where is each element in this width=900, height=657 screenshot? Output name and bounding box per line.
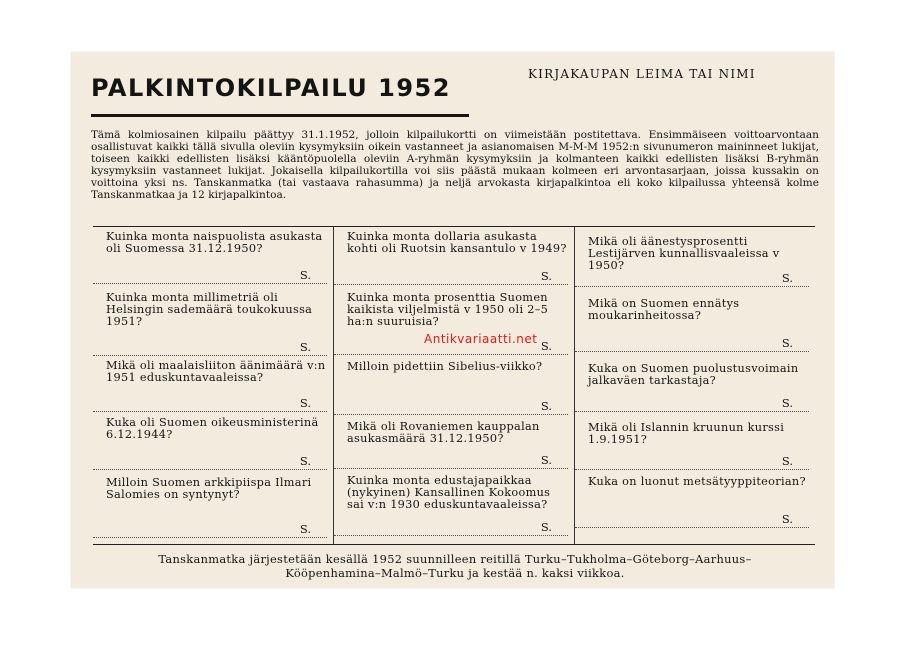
question-block bbox=[106, 292, 327, 329]
question-block bbox=[588, 298, 809, 322]
answer-suffix: S. bbox=[781, 271, 793, 285]
answer-suffix: S. bbox=[540, 269, 552, 283]
answer-suffix: S. bbox=[299, 454, 311, 468]
question-text: Kuinka monta dollaria asukasta kohti oli Ruotsin kansantulo v 1949? bbox=[347, 230, 567, 256]
question-block bbox=[106, 360, 327, 384]
intro-paragraph: Tämä kolmiosainen kilpailu päättyy 31.1.1952, jolloin kilpailukortti on viimeistään postitettava. Ensimmäiseen voittoarvontaan osallistuvat kaikki tällä sivulla oleviin kysymyksiin oikein vastanneet ja asianomaisen M-M-M 1952:n sivunumeron maininneet lukijat, toiseen kaikki edellisten lisäksi kääntöpuolella oleviin A-ryhmän kysymyksiin ja kolmanteen kaikki edellisten lisäksi B-ryhmän kysymyksiin vastanneet lukijat. Jokaisella kilpailukortilla voi siis päästä mukaan kolmeen eri arvontasarjaan, joissa kussakin on voittoina yksi ns. Tanskanmatka (tai vastaava rahasumma) ja neljä arvokasta kirjapalkintoa eli koko kilpailussa yhteensä kolme Tanskanmatkaa ja 12 kirjapalkintoa. bbox=[91, 129, 819, 201]
question-text: Kuinka monta millimetriä oli Helsingin sademäärä toukokuussa 1951? bbox=[106, 291, 313, 329]
answer-line[interactable] bbox=[575, 513, 809, 528]
answer-suffix: S. bbox=[540, 520, 552, 534]
answer-line[interactable] bbox=[575, 272, 809, 287]
answer-line[interactable] bbox=[575, 337, 809, 352]
question-block bbox=[106, 477, 327, 501]
answer-line[interactable] bbox=[575, 455, 809, 470]
question-block bbox=[347, 421, 568, 445]
answer-line[interactable] bbox=[334, 270, 568, 285]
question-block bbox=[588, 476, 809, 488]
question-text: Mikä on Suomen ennätys moukarinheitossa? bbox=[588, 297, 740, 323]
answer-line[interactable] bbox=[575, 397, 809, 412]
answer-line[interactable] bbox=[93, 341, 327, 356]
question-block bbox=[588, 422, 809, 446]
question-text: Kuinka monta prosenttia Suomen kaikista viljelmistä v 1950 oli 2–5 ha:n suuruisia? bbox=[347, 291, 549, 329]
question-text: Mikä oli maalaisliiton äänimäärä v:n 1951 eduskuntavaaleissa? bbox=[106, 359, 326, 385]
question-block bbox=[106, 417, 327, 441]
answer-line[interactable] bbox=[93, 269, 327, 284]
answer-suffix: S. bbox=[781, 454, 793, 468]
question-column-3 bbox=[574, 227, 815, 544]
question-column-2 bbox=[333, 227, 574, 544]
answer-line[interactable] bbox=[93, 523, 327, 538]
answer-suffix: S. bbox=[781, 396, 793, 410]
answer-line[interactable] bbox=[93, 397, 327, 412]
answer-suffix: S. bbox=[781, 336, 793, 350]
question-block bbox=[347, 361, 568, 373]
contest-card bbox=[71, 52, 834, 588]
question-text: Kuka on Suomen puolustusvoimain jalkaväen tarkastaja? bbox=[588, 362, 799, 388]
page-title: PALKINTOKILPAILU 1952 bbox=[91, 74, 451, 102]
question-block bbox=[347, 231, 568, 255]
watermark: Antikvariaatti.net bbox=[424, 332, 538, 346]
question-text: Kuka oli Suomen oikeusministerinä 6.12.1944? bbox=[106, 416, 319, 442]
stamp-label: KIRJAKAUPAN LEIMA TAI NIMI bbox=[528, 67, 756, 81]
question-text: Milloin pidettiin Sibelius-viikko? bbox=[347, 360, 543, 373]
question-text: Mikä oli Islannin kruunun kurssi 1.9.1951? bbox=[588, 421, 785, 447]
answer-suffix: S. bbox=[299, 340, 311, 354]
answer-suffix: S. bbox=[299, 268, 311, 282]
question-text: Mikä oli äänestysprosentti Lestijärven kunnallisvaaleissa v 1950? bbox=[588, 235, 780, 273]
question-text: Kuinka monta edustajapaikkaa (nykyinen) Kansallinen Kokoomus sai v:n 1930 eduskuntavaaleissa? bbox=[347, 474, 551, 512]
answer-suffix: S. bbox=[540, 399, 552, 413]
answer-line[interactable] bbox=[334, 400, 568, 415]
question-block bbox=[588, 236, 809, 273]
question-block bbox=[347, 292, 568, 329]
question-block bbox=[347, 475, 568, 512]
title-underline bbox=[91, 114, 469, 117]
question-column-1 bbox=[93, 227, 333, 544]
question-text: Kuka on luonut metsätyyppiteorian? bbox=[588, 475, 806, 488]
question-grid bbox=[93, 226, 815, 545]
answer-suffix: S. bbox=[540, 339, 552, 353]
answer-suffix: S. bbox=[781, 512, 793, 526]
question-text: Kuinka monta naispuolista asukasta oli Suomessa 31.12.1950? bbox=[106, 230, 323, 256]
footer-line-1: Tanskanmatka järjestetään kesällä 1952 suunnilleen reitillä Turku–Tukholma–Göteborg–Aarhuus– bbox=[158, 552, 752, 566]
question-text: Milloin Suomen arkkipiispa Ilmari Salomies on syntynyt? bbox=[106, 476, 312, 502]
footer-line-2: Kööpenhamina–Malmö–Turku ja kestää n. kaksi viikkoa. bbox=[285, 566, 625, 580]
question-text: Mikä oli Rovaniemen kauppalan asukasmäärä 31.12.1950? bbox=[347, 420, 540, 446]
question-block bbox=[588, 363, 809, 387]
footer-note bbox=[91, 552, 819, 580]
answer-suffix: S. bbox=[540, 453, 552, 467]
answer-line[interactable] bbox=[334, 454, 568, 469]
answer-suffix: S. bbox=[299, 522, 311, 536]
answer-line[interactable] bbox=[93, 455, 327, 470]
question-block bbox=[106, 231, 327, 255]
answer-line[interactable] bbox=[334, 521, 568, 536]
answer-suffix: S. bbox=[299, 396, 311, 410]
